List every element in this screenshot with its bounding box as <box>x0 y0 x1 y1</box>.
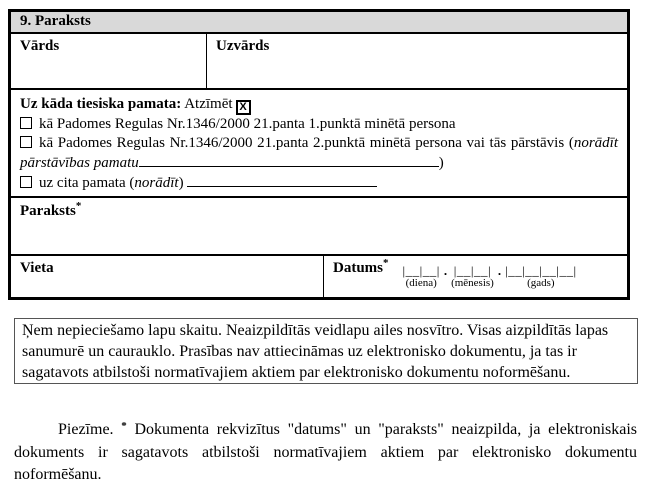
note-box <box>14 318 638 384</box>
vieta-cell[interactable] <box>11 256 324 297</box>
section-header-title: 9. Paraksts <box>20 13 91 29</box>
uzvards-cell[interactable] <box>207 34 627 88</box>
date-separator-2: . <box>497 263 502 278</box>
date-day-label: (diena) <box>405 277 437 289</box>
date-day-boxes[interactable]: |__|__| <box>402 263 440 278</box>
footnote-asterisk: * <box>121 420 127 432</box>
paraksts-footnote-mark: * <box>75 200 82 212</box>
checkbox-option-3[interactable] <box>20 176 32 188</box>
uzvards-label: Uzvārds <box>216 38 270 54</box>
cita-pamata-fill-line <box>187 173 377 187</box>
legal-option-3-row <box>20 173 618 193</box>
checkbox-option-2[interactable] <box>20 136 32 148</box>
paraksts-cell[interactable] <box>11 198 627 256</box>
legal-option-3-label: uz cita pamata ( <box>39 175 135 191</box>
date-month-boxes[interactable]: |__|__| <box>453 263 492 278</box>
vieta-datums-row <box>11 256 627 297</box>
pamatu-fill-line <box>139 153 439 167</box>
datums-cell[interactable] <box>324 256 627 297</box>
legal-option-2-close-paren: ) <box>438 155 444 171</box>
vards-cell[interactable] <box>11 34 207 88</box>
checkbox-option-1[interactable] <box>20 117 32 129</box>
legal-option-2-italic-hint: norādīt pārstāvības pamatu <box>20 135 618 171</box>
signature-form-table <box>8 9 630 300</box>
legal-option-1-label: kā Padomes Regulas Nr.1346/2000 21.panta 1.punktā minētā persona <box>39 116 456 132</box>
datums-footnote-mark: * <box>383 257 389 269</box>
legal-option-1-row <box>20 115 618 134</box>
footnote-text: Dokumenta rekvizītus "datums" un "paraksts" neaizpilda, ja elektroniskais dokuments ir sagatavots atbilstoši normatīvajiem aktiem par elektronisko dokumentu noformēšanu. <box>14 421 638 483</box>
legal-basis-prompt-bold: Uz kāda tiesiska pamata: <box>20 96 182 112</box>
date-day-group <box>403 264 440 289</box>
section-header <box>11 12 627 34</box>
legal-option-3-italic-hint: norādīt <box>134 175 179 191</box>
paraksts-label: Paraksts <box>20 203 76 219</box>
legal-basis-section <box>11 90 627 198</box>
date-year-boxes[interactable]: |__|__|__|__| <box>505 263 577 278</box>
legal-basis-prompt <box>20 95 618 115</box>
legal-option-3-close-paren: ) <box>178 175 184 191</box>
legal-basis-mark-word: Atzīmēt <box>184 96 233 112</box>
name-row <box>11 34 627 90</box>
footnote-lead: Piezīme. <box>58 421 114 438</box>
date-year-label: (gads) <box>527 277 555 289</box>
date-entry-field <box>403 264 577 289</box>
legal-option-2-row <box>20 134 618 173</box>
footnote-paragraph <box>14 419 637 486</box>
vards-label: Vārds <box>20 38 60 54</box>
legal-option-2-label: kā Padomes Regulas Nr.1346/2000 21.panta 2.punktā minētā persona vai tās pārstāvis ( <box>39 135 574 151</box>
date-month-label: (mēnesis) <box>451 277 494 289</box>
datums-label: Datums <box>333 260 384 276</box>
date-year-group <box>505 264 577 289</box>
date-separator-1: . <box>443 263 448 278</box>
note-box-text: Ņem nepieciešamo lapu skaitu. Neaizpildītās veidlapu ailes nosvītro. Visas aizpildītās lapas sanumurē un caurauklo. Prasības nav attiecināmas uz elektronisko dokumentu, ja tas ir sagatavots atbilstoši normatīvajiem aktiem par elektronisko dokumentu noformēšanu. <box>22 322 609 381</box>
vieta-label: Vieta <box>20 260 54 276</box>
checked-box-icon: X <box>236 100 251 115</box>
date-month-group <box>451 264 494 289</box>
